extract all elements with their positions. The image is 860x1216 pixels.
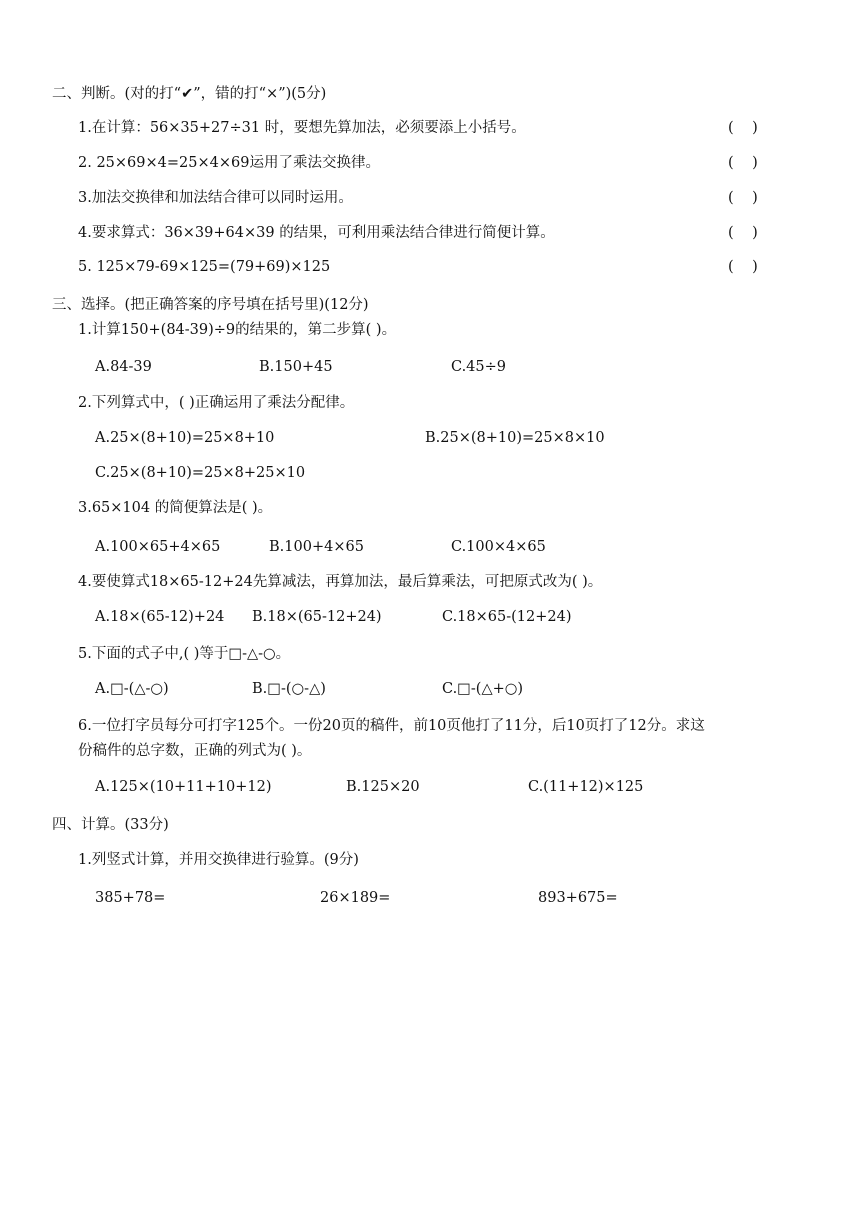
choice-q3-option-c[interactable]: C.100×4×65 xyxy=(451,539,546,555)
choice-q5-option-c[interactable]: C.□-(△+○) xyxy=(442,681,524,697)
calc-expression-2: 26×189= xyxy=(320,890,391,906)
calc-sub1-title: 1.列竖式计算，并用交换律进行验算。(9分) xyxy=(78,852,359,868)
judgment-item-5: 5. 125×79-69×125=(79+69)×125 xyxy=(78,259,331,275)
answer-paren-5[interactable]: ( ) xyxy=(728,259,758,275)
choice-q6-option-b[interactable]: B.125×20 xyxy=(346,779,420,795)
judgment-item-2: 2. 25×69×4=25×4×69运用了乘法交换律。 xyxy=(78,155,380,171)
section-2-title: 二、判断。(对的打“✔”，错的打“×”)(5分) xyxy=(52,86,327,102)
choice-q6-option-c[interactable]: C.(11+12)×125 xyxy=(528,779,644,795)
answer-paren-4[interactable]: ( ) xyxy=(728,225,758,241)
calc-expression-1: 385+78= xyxy=(95,890,166,906)
calc-expression-3: 893+675= xyxy=(538,890,618,906)
choice-q2-option-a[interactable]: A.25×(8+10)=25×8+10 xyxy=(95,430,275,446)
choice-q4-option-a[interactable]: A.18×(65-12)+24 xyxy=(95,609,225,625)
choice-q6-option-a[interactable]: A.125×(10+11+10+12) xyxy=(95,779,272,795)
choice-q5-option-a[interactable]: A.□-(△-○) xyxy=(95,681,169,697)
choice-q3-option-a[interactable]: A.100×65+4×65 xyxy=(95,539,221,555)
choice-q1-option-a[interactable]: A.84-39 xyxy=(95,359,152,375)
choice-q4-option-b[interactable]: B.18×(65-12+24) xyxy=(252,609,382,625)
choice-q4-option-c[interactable]: C.18×65-(12+24) xyxy=(442,609,572,625)
choice-q2-stem: 2.下列算式中，( )正确运用了乘法分配律。 xyxy=(78,395,355,411)
section-4-title: 四、计算。(33分) xyxy=(52,817,169,833)
choice-q4-stem: 4.要使算式18×65-12+24先算减法，再算加法，最后算乘法，可把原式改为( )。 xyxy=(78,574,603,590)
judgment-item-3: 3.加法交换律和加法结合律可以同时运用。 xyxy=(78,190,353,206)
choice-q1-option-b[interactable]: B.150+45 xyxy=(259,359,333,375)
answer-paren-3[interactable]: ( ) xyxy=(728,190,758,206)
judgment-item-4: 4.要求算式：36×39+64×39 的结果，可利用乘法结合律进行简便计算。 xyxy=(78,225,555,241)
choice-q5-stem: 5.下面的式子中,( )等于□-△-○。 xyxy=(78,646,291,662)
choice-q2-option-b[interactable]: B.25×(8+10)=25×8×10 xyxy=(425,430,605,446)
choice-q1-stem: 1.计算150+(84-39)÷9的结果的，第二步算( )。 xyxy=(78,322,397,338)
answer-paren-2[interactable]: ( ) xyxy=(728,155,758,171)
judgment-item-1: 1.在计算：56×35+27÷31 时，要想先算加法，必须要添上小括号。 xyxy=(78,120,526,136)
choice-q5-option-b[interactable]: B.□-(○-△) xyxy=(252,681,326,697)
choice-q6-stem-line2: 份稿件的总字数，正确的列式为( )。 xyxy=(78,743,312,759)
choice-q3-stem: 3.65×104 的简便算法是( )。 xyxy=(78,500,273,516)
choice-q3-option-b[interactable]: B.100+4×65 xyxy=(269,539,364,555)
section-3-title: 三、选择。(把正确答案的序号填在括号里)(12分) xyxy=(52,297,369,313)
answer-paren-1[interactable]: ( ) xyxy=(728,120,758,136)
choice-q1-option-c[interactable]: C.45÷9 xyxy=(451,359,507,375)
choice-q6-stem-line1: 6.一位打字员每分可打字125个。一份20页的稿件，前10页他打了11分，后10页打了12分。求这 xyxy=(78,718,705,734)
choice-q2-option-c[interactable]: C.25×(8+10)=25×8+25×10 xyxy=(95,465,306,481)
